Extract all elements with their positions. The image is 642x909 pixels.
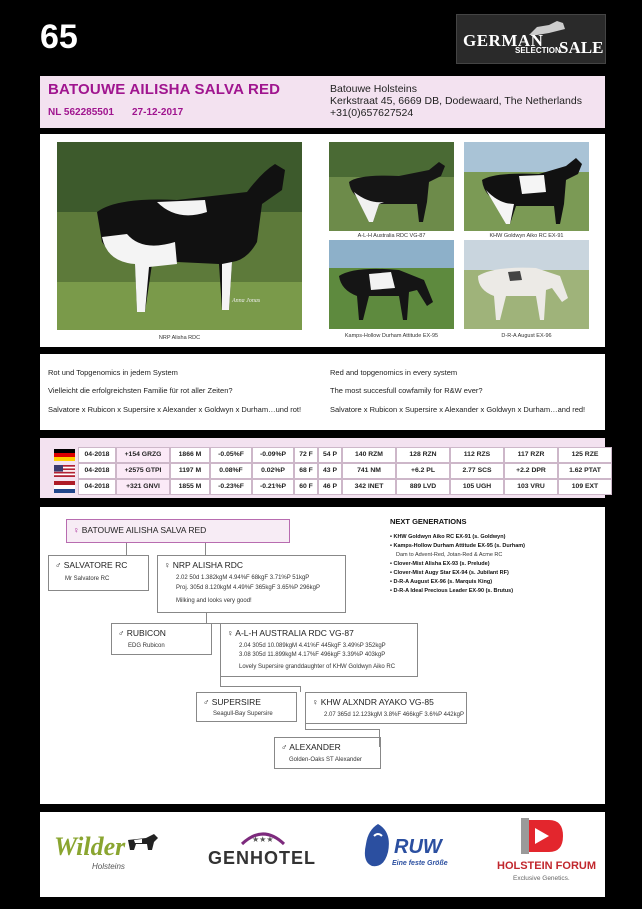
cow-head-icon [360,822,396,870]
index-cell: 04-2018 [78,463,116,479]
germany-flag-icon [54,449,75,461]
description-de: Salvatore x Rubicon x Supersire x Alexander x Goldwyn x Durham…und rot! [48,405,302,414]
granddam-name: A-L-H AUSTRALIA RDC VG-87 [235,628,354,638]
lot-number: 65 [40,18,78,56]
female-icon: ♀ [164,560,171,570]
photo-panel [40,134,605,347]
index-cell: 140 RZM [342,447,396,463]
index-cell: -0.23%F [210,479,252,495]
thumb-caption: Kamps-Hollow Durham Attitude EX-95 [344,333,439,339]
animal-header [40,76,605,128]
netherlands-flag-icon [54,481,75,493]
holstein-forum-logo-text: HOLSTEIN FORUM [497,860,596,872]
female-icon: ♀ [73,525,80,535]
next-generations-title: NEXT GENERATIONS [390,517,467,526]
description-panel [40,354,605,430]
owner-info [330,83,582,119]
index-cell: 68 F [294,463,318,479]
wilder-logo-subtext: Holsteins [92,862,125,871]
sire-full-name: Mr Salvatore RC [65,576,110,582]
ruw-logo-text: RUW [394,836,442,858]
sire-name: SALVATORE RC [63,560,128,570]
index-cell: 0.02%P [252,463,294,479]
index-cell: 103 VRU [504,479,558,495]
main-photo-caption: NRP Alisha RDC [158,335,201,341]
male-icon: ♂ [281,742,288,752]
genhotel-logo [208,826,318,876]
index-cell: 117 RZR [504,447,558,463]
next-generation-item: • D-R-A Ideal Precious Leader EX-90 (s. Brutus) [390,588,514,594]
animal-name: BATOUWE AILISHA SALVA RED [48,81,281,98]
registration-number: NL 562285501 [48,107,114,118]
usa-flag-icon [54,465,75,477]
main-photo [57,142,302,330]
mgggs-full-name: Golden-Oaks ST Alexander [289,757,362,763]
owner-phone: +31(0)657627524 [330,107,414,119]
brand-line3: SALE [559,38,604,57]
index-cell: 1866 M [170,447,210,463]
cow-icon [126,832,160,854]
index-cell: 342 INET [342,479,396,495]
index-cell: 2.77 SCS [450,463,504,479]
next-generation-item: • Clover-Mist Alisha EX-93 (s. Prelude) [390,561,490,567]
index-cell: +154 GRZG [116,447,170,463]
thumb-photo [329,240,454,329]
description-en: Salvatore x Rubicon x Supersire x Alexander x Goldwyn x Durham…and red! [330,405,586,414]
holstein-forum-logo [495,816,595,891]
mggs-name: SUPERSIRE [211,697,261,707]
birth-date: 27-12-2017 [132,107,184,118]
index-cell: 109 EXT [558,479,612,495]
description-en: The most succesfull cowfamily for R&W ever? [330,386,483,395]
index-cell: 60 F [294,479,318,495]
pedigree-sire [48,555,149,591]
next-generation-item: • Kamps-Hollow Durham Attitude EX-95 (s. Durham) [390,543,525,549]
description-de: Rot und Topgenomics in jedem System [48,368,178,377]
ruw-logo [360,822,460,882]
index-cell: 43 P [318,463,342,479]
index-cell: 1.62 PTAT [558,463,612,479]
brand-line2: SELECTION [515,46,561,55]
index-cell: +2575 GTPI [116,463,170,479]
index-cell: 72 F [294,447,318,463]
pedigree-granddam [220,623,418,677]
crown-icon [238,826,288,848]
index-cell: 0.08%F [210,463,252,479]
mggs-full-name: Seagull-Bay Supersire [213,711,273,717]
pedigree-dam [157,555,346,613]
next-generation-sub: Dam to Advent-Red, Jotan-Red & Acme RC [396,552,503,558]
holstein-forum-emblem-icon [519,816,565,856]
next-generation-item: • KHW Goldwyn Aiko RC EX-91 (s. Goldwyn) [390,534,506,540]
svg-text:★★★: ★★★ [252,835,274,844]
thumb-caption: D-R-A August EX-96 [501,333,552,339]
index-cell: 889 LVD [396,479,450,495]
male-icon: ♂ [118,628,125,638]
great-granddam-name: KHW ALXNDR AYAKO VG-85 [320,697,434,707]
index-cell: 105 UGH [450,479,504,495]
index-cell: 04-2018 [78,447,116,463]
wilder-holsteins-logo [54,826,164,876]
mgs-name: RUBICON [126,628,166,638]
thumb-caption: A-L-H Australia RDC VG-87 [357,233,426,239]
female-icon: ♀ [227,628,234,638]
thumb-caption: KHW Goldwyn Aiko RC EX-91 [489,233,564,239]
index-cell: 54 P [318,447,342,463]
photo-watermark: Anna Jonas [232,298,261,304]
dam-lactation: 2.02 50d 1.382kgM 4.94%F 68kgF 3.71%P 51kgP [176,575,310,581]
thumb-photo [329,142,454,231]
pedigree-great-granddam [305,692,467,724]
holstein-forum-logo-subtext: Exclusive Genetics. [513,875,570,882]
mgs-full-name: EDG Rubicon [128,643,165,649]
description-en: Red and topgenomics in every system [330,368,458,377]
description-de: Vielleicht die erfolgreichsten Familie für rot aller Zeiten? [48,386,233,395]
index-cell: 128 RZN [396,447,450,463]
index-cell: -0.05%F [210,447,252,463]
owner-address: Kerkstraat 45, 6669 DB, Dodewaard, The Netherlands [330,95,582,107]
female-icon: ♀ [312,697,319,707]
wilder-logo-text: Wilder [54,832,126,861]
pedigree-maternal-grandsire [111,623,212,655]
index-cell: 1197 M [170,463,210,479]
mgggs-name: ALEXANDER [289,742,341,752]
great-granddam-lactation: 2.07 365d 12.123kgM 3.8%F 466kgF 3.6%P 442kgP [324,712,464,718]
index-cell: 125 RZE [558,447,612,463]
pedigree-animal-name: BATOUWE AILISHA SALVA RED [81,525,207,535]
male-icon: ♂ [203,697,210,707]
thumb-photo [464,142,589,231]
index-cell: 741 NM [342,463,396,479]
sponsor-panel [40,812,605,897]
granddam-lactation: 2.04 305d 10.089kgM 4.41%F 445kgF 3.49%P 352kgP [239,643,386,649]
index-cell: 04-2018 [78,479,116,495]
index-cell: +321 GNVI [116,479,170,495]
next-generation-item: • D-R-A August EX-96 (s. Marquis King) [390,579,493,585]
index-cell: +2.2 DPR [504,463,558,479]
dam-lactation: Proj. 305d 8.120kgM 4.49%F 365kgF 3.65%P 296kgP [176,585,320,591]
granddam-note: Lovely Supersire granddaughter of KHW Goldwyn Aiko RC [239,664,396,670]
dam-name: NRP ALISHA RDC [172,560,243,570]
granddam-lactation: 3.08 305d 11.899kgM 4.17%F 496kgF 3.39%P 403kgP [239,652,386,658]
ruw-logo-subtext: Eine feste Größe [392,860,448,867]
owner-name: Batouwe Holsteins [330,83,417,95]
pedigree-alexander [274,737,381,769]
index-cell: +6.2 PL [396,463,450,479]
index-table [40,438,605,498]
male-icon: ♂ [55,560,62,570]
brand-line1: GERMAN [463,31,544,50]
genhotel-logo-text: GENHOTEL [208,848,317,868]
index-cell: 1855 M [170,479,210,495]
thumb-photo [464,240,589,329]
index-cell: -0.21%P [252,479,294,495]
pedigree-animal [66,519,290,543]
index-cell: 112 RZS [450,447,504,463]
next-generation-item: • Clover-Mist Augy Star EX-94 (s. Jubilant RF) [390,570,509,576]
pedigree-panel [40,507,605,804]
index-cell: 46 P [318,479,342,495]
index-cell: -0.09%P [252,447,294,463]
pedigree-supersire [196,692,297,722]
german-selection-sale-logo [456,14,606,64]
dam-note: Milking and looks very good! [176,598,252,604]
